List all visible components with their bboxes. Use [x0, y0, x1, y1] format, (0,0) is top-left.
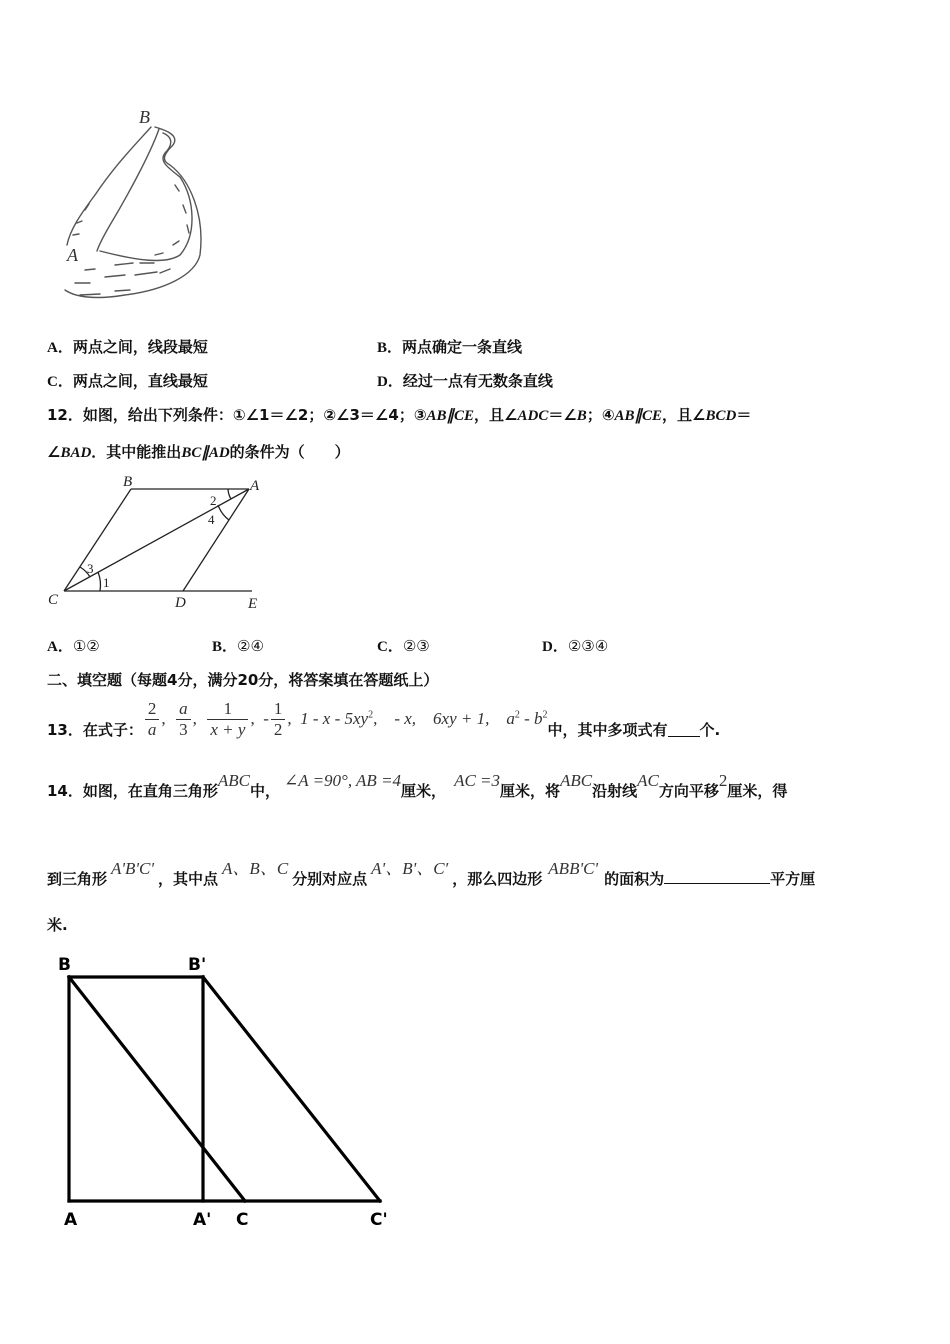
- section-heading-fill-in: 二、填空题（每题4分，满分20分，将答案填在答题纸上）: [47, 671, 439, 689]
- expr-a2-minus-b2: $a^2 - b^2$: [506, 709, 548, 728]
- fraction-2-over-a: $\frac{2}{a}$: [145, 699, 160, 740]
- point-label-a: A: [250, 478, 260, 494]
- angle-label-3: 3: [87, 561, 94, 576]
- q14-answer-blank[interactable]: [664, 869, 770, 884]
- option-letter: C．: [47, 374, 73, 390]
- point-label-c: C: [236, 1210, 249, 1230]
- fraction-1-over-x-plus-y: $\frac{1}{x + y}$: [207, 699, 248, 740]
- point-label-c: C: [48, 592, 59, 608]
- angle-label-4: 4: [208, 512, 215, 527]
- option-letter: A．: [47, 340, 73, 356]
- point-label-a: A: [64, 1210, 78, 1230]
- q14-question-line3: 米.: [47, 916, 68, 934]
- expr-6xy-plus-1: 6xy + 1,: [433, 709, 490, 728]
- fraction-a-over-3: $\frac{a}{3}$: [176, 699, 191, 740]
- q12-option-a[interactable]: A．①②: [47, 637, 100, 655]
- option-text: 经过一点有无数条直线: [402, 372, 553, 390]
- q12-question-line1: 12．如图，给出下列条件：①∠1＝∠2；②∠3＝∠4；③AB∥CE，且∠ADC＝∠B；④AB∥CE，且∠BCD＝: [47, 406, 752, 424]
- option-letter: B．: [377, 340, 403, 356]
- option-text: 两点之间，直线最短: [72, 372, 208, 390]
- option-letter: D．: [377, 374, 403, 390]
- point-label-d: D: [175, 595, 186, 611]
- q11-river-figure: [55, 105, 225, 305]
- q11-option-b[interactable]: [377, 336, 522, 357]
- angle-label-2: 2: [210, 493, 217, 508]
- q11-option-c[interactable]: [47, 370, 208, 391]
- fraction-1-over-2: $\frac{1}{2}$: [271, 699, 286, 740]
- expr-1-x-5xy2: 1 - x - $5xy^2$,: [300, 709, 395, 728]
- point-label-c-prime: C': [370, 1210, 388, 1230]
- q14-translation-figure: [40, 945, 410, 1235]
- q11-option-d[interactable]: [377, 370, 553, 391]
- q13-answer-blank[interactable]: [668, 722, 700, 737]
- q13-question: 13．在式子： $\frac{2}{a}$ , $\frac{a}{3}$ , $\frac{1}{x + y}$ , - $\frac{1}{2}$ , 1 - x - $5xy^2$, - x, 6xy + 1, $a^2 - b^2$ 中，其中多项式有 个.: [47, 698, 721, 739]
- point-label-b: B: [58, 955, 71, 975]
- angle-label-1: 1: [103, 575, 110, 590]
- q12-question-line2: ∠BAD．其中能推出BC∥AD的条件为（ ）: [47, 443, 350, 461]
- point-label-e: E: [248, 596, 258, 612]
- point-label-b: B: [139, 107, 150, 127]
- point-label-b: B: [123, 474, 133, 490]
- q12-option-c[interactable]: C．②③: [377, 637, 430, 655]
- option-text: 两点之间，线段最短: [72, 338, 208, 356]
- q12-option-d[interactable]: D．②③④: [542, 637, 609, 655]
- q14-question-line2: 到三角形A'B'C'，其中点A、B、C分别对应点A'、B'、C′，那么四边形ABB'C'的面积为 平方厘: [47, 859, 816, 888]
- q12-option-b[interactable]: B．②④: [212, 637, 264, 655]
- option-text: 两点确定一条直线: [402, 338, 523, 356]
- point-label-a-prime: A': [193, 1210, 212, 1230]
- expr-neg-x: - x,: [394, 709, 417, 728]
- point-label-b-prime: B': [188, 955, 207, 975]
- point-label-a: A: [67, 245, 78, 265]
- q12-parallelogram-figure: [40, 470, 280, 620]
- q11-option-a[interactable]: [47, 336, 208, 357]
- q14-question-line1: 14．如图，在直角三角形ABC中，∠A =90°, AB =4厘米，AC =3厘米，将ABC沿射线AC方向平移2厘米，得: [47, 771, 788, 800]
